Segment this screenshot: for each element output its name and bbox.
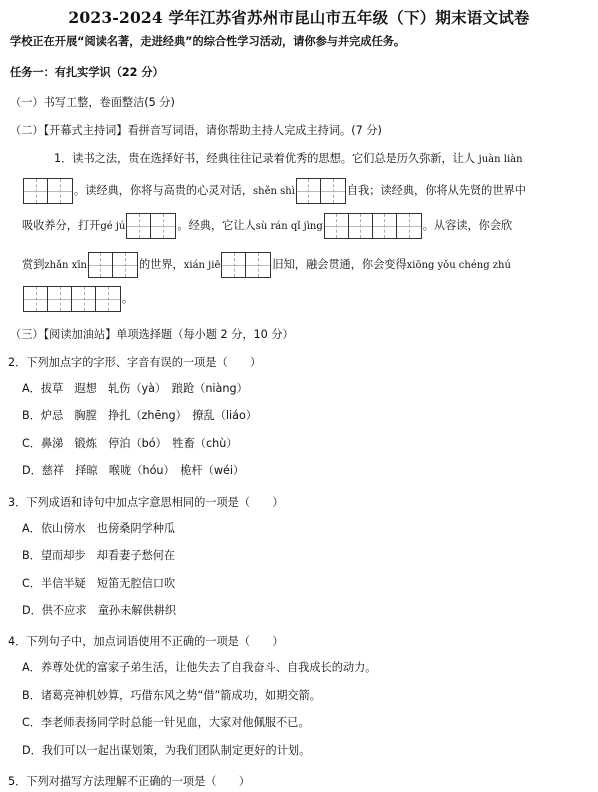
- option-d[interactable]: D．慈祥 择晾 喉咙（hóu） 桅杆（wéi）: [22, 464, 245, 477]
- answer-grid[interactable]: [23, 178, 73, 204]
- question-stem: 4．下列句子中，加点词语使用不正确的一项是（ ）: [8, 635, 284, 648]
- option-a[interactable]: A．养尊处优的富家子弟生活，让他失去了自我奋斗、自我成长的动力。: [22, 661, 377, 674]
- page-title: 2023-2024 学年江苏省苏州市昆山市五年级（下）期末语文试卷: [68, 8, 530, 27]
- option-c[interactable]: C．李老师表扬同学时总能一针见血，大家对他佩服不已。: [22, 716, 310, 729]
- pinyin-prompt: xián jiē: [183, 260, 221, 271]
- passage-line-4: [22, 251, 511, 280]
- option-b[interactable]: B．炉忌 胸膛 挣扎（zhēng） 撩乱（liáo）: [22, 409, 258, 422]
- passage-sentence: 。读经典，你将与高贵的心灵对话，: [74, 184, 254, 197]
- passage-sentence: 。从容读，你会欣: [422, 219, 513, 232]
- option-d[interactable]: D．我们可以一起出谋划策，为我们团队制定更好的计划。: [22, 744, 311, 757]
- pinyin-prompt: zhǎn xīn: [44, 260, 87, 271]
- answer-grid[interactable]: [296, 178, 346, 204]
- answer-grid[interactable]: [23, 286, 121, 312]
- passage-sentence: 1．读书之法，贵在选择好书，经典往往记录着优秀的思想。它们总是历久弥新，让人: [54, 152, 476, 165]
- passage-sentence: 吸收养分，打开: [22, 219, 101, 232]
- passage-sentence: 自我；读经典，你将从先贤的世界中: [346, 184, 526, 197]
- passage-line-3: [22, 212, 512, 241]
- intro-text: 学校正在开展“阅读名著，走进经典”的综合性学习活动，请你参与并完成任务。: [10, 35, 406, 48]
- option-a[interactable]: A．依山傍水 也傍桑阴学种瓜: [22, 522, 176, 535]
- question-stem: 3．下列成语和诗句中加点字意思相同的一项是（ ）: [8, 496, 284, 509]
- passage-sentence: 旧知，融会贯通，你会变得: [272, 258, 407, 271]
- pinyin-prompt: xiōng yǒu chéng zhú: [406, 260, 511, 271]
- pinyin-prompt: juàn liàn: [478, 154, 523, 165]
- passage-sentence: 。: [122, 292, 134, 305]
- option-c[interactable]: C．鼻涕 锻炼 停泊（bó） 牲畜（chù）: [22, 437, 238, 450]
- option-b[interactable]: B．望而却步 却看妻子愁何在: [22, 549, 176, 562]
- passage-sentence: 赏到: [22, 258, 45, 271]
- task-one-heading: 任务一：有扎实学识（22 分）: [10, 66, 164, 79]
- section-three-heading: （三）【阅读加油站】单项选择题（每小题 2 分，10 分）: [10, 328, 294, 341]
- option-c[interactable]: C．半信半疑 短笛无腔信口吹: [22, 577, 176, 590]
- answer-grid[interactable]: [324, 213, 422, 239]
- answer-grid[interactable]: [126, 213, 176, 239]
- option-d[interactable]: D．供不应求 童孙未解供耕织: [22, 604, 177, 617]
- answer-grid[interactable]: [88, 252, 138, 278]
- passage-line-2: [22, 177, 526, 206]
- question-stem: 5．下列对描写方法理解不正确的一项是（ ）: [8, 775, 251, 788]
- section-two-heading: （二）【开幕式主持词】看拼音写词语，请你帮助主持人完成主持词。(7 分): [10, 124, 382, 137]
- section-one-heading: （一）书写工整，卷面整洁(5 分): [10, 96, 175, 109]
- passage-line-5: [22, 285, 133, 313]
- pinyin-prompt: sù rán qǐ jìng: [255, 221, 323, 232]
- pinyin-prompt: gé jú: [100, 221, 126, 232]
- passage-sentence: 的世界，: [138, 258, 184, 271]
- passage-line-1: [54, 151, 523, 168]
- question-stem: 2．下列加点字的字形、字音有误的一项是（ ）: [8, 356, 262, 369]
- passage-sentence: 。经典，它让人: [177, 219, 256, 232]
- answer-grid[interactable]: [221, 252, 271, 278]
- option-a[interactable]: A．拔草 遐想 轧伤（yà） 踉跄（niàng）: [22, 382, 248, 395]
- pinyin-prompt: shěn shì: [253, 186, 295, 197]
- option-b[interactable]: B．诸葛亮神机妙算，巧借东风之势“借”箭成功，如期交箭。: [22, 689, 321, 702]
